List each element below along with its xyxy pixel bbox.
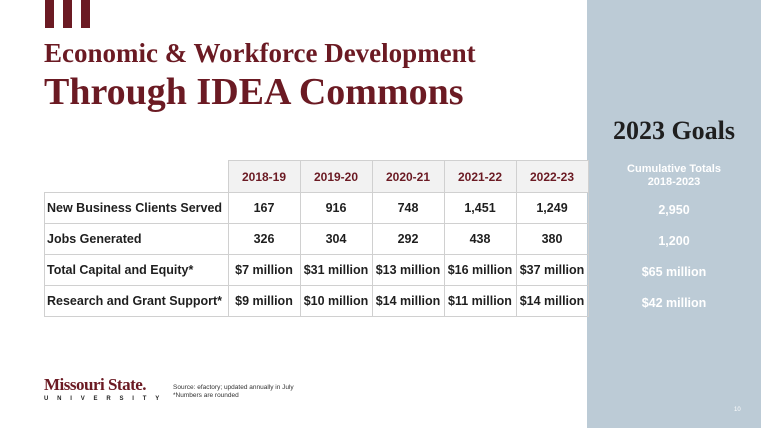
table-cell: 167	[228, 193, 300, 224]
goals-header	[587, 163, 761, 189]
goals-title: 2023 Goals	[612, 116, 736, 145]
table-row	[45, 286, 589, 317]
bars-logo-icon	[45, 0, 105, 30]
page-number: 10	[734, 407, 741, 413]
table-cell: 304	[300, 224, 372, 255]
year-header-2019-20: 2019-20	[300, 161, 372, 193]
goals-header-line-2: 2018-2023	[647, 176, 701, 188]
source-line: Source: efactory; updated annually in July	[173, 384, 294, 391]
logo-name: Missouri State.	[44, 375, 147, 394]
row-label: New Business Clients Served	[45, 193, 229, 224]
table-cell: 438	[444, 224, 516, 255]
row-label: Research and Grant Support*	[45, 286, 229, 317]
table-cell: 916	[300, 193, 372, 224]
table-cell: 380	[516, 224, 588, 255]
goals-header-line-1: Cumulative Totals	[627, 163, 721, 175]
year-header-2020-21: 2020-21	[372, 161, 444, 193]
goal-value-research: $42 million	[641, 296, 707, 310]
table-row	[45, 255, 589, 286]
goal-value-clients: 2,950	[658, 203, 690, 217]
table-cell: 1,451	[444, 193, 516, 224]
table-cell: 326	[228, 224, 300, 255]
title-line-1: Economic & Workforce Development	[44, 38, 476, 68]
goal-value-capital: $65 million	[641, 265, 707, 279]
year-header-2018-19: 2018-19	[228, 161, 300, 193]
rounding-note: *Numbers are rounded	[173, 392, 239, 399]
year-header-2021-22: 2021-22	[444, 161, 516, 193]
source-note	[173, 384, 294, 400]
table-cell: $13 million	[372, 255, 444, 286]
table-cell: 1,249	[516, 193, 588, 224]
table-cell: $11 million	[444, 286, 516, 317]
title-line-2: Through IDEA Commons	[44, 71, 464, 113]
table-row	[45, 193, 589, 224]
table-cell: $37 million	[516, 255, 588, 286]
missouri-state-logo	[44, 375, 169, 402]
table-row	[45, 224, 589, 255]
table-cell: $9 million	[228, 286, 300, 317]
table-cell: $14 million	[516, 286, 588, 317]
table-cell: $7 million	[228, 255, 300, 286]
table-cell: $14 million	[372, 286, 444, 317]
table-cell: $10 million	[300, 286, 372, 317]
table-cell: 292	[372, 224, 444, 255]
row-label: Jobs Generated	[45, 224, 229, 255]
table-cell: $31 million	[300, 255, 372, 286]
data-table	[44, 160, 589, 317]
row-label: Total Capital and Equity*	[45, 255, 229, 286]
logo-subtitle: UNIVERSITY	[44, 396, 169, 402]
table-cell: 748	[372, 193, 444, 224]
goal-value-jobs: 1,200	[658, 234, 690, 248]
year-header-2022-23: 2022-23	[516, 161, 588, 193]
table-cell: $16 million	[444, 255, 516, 286]
